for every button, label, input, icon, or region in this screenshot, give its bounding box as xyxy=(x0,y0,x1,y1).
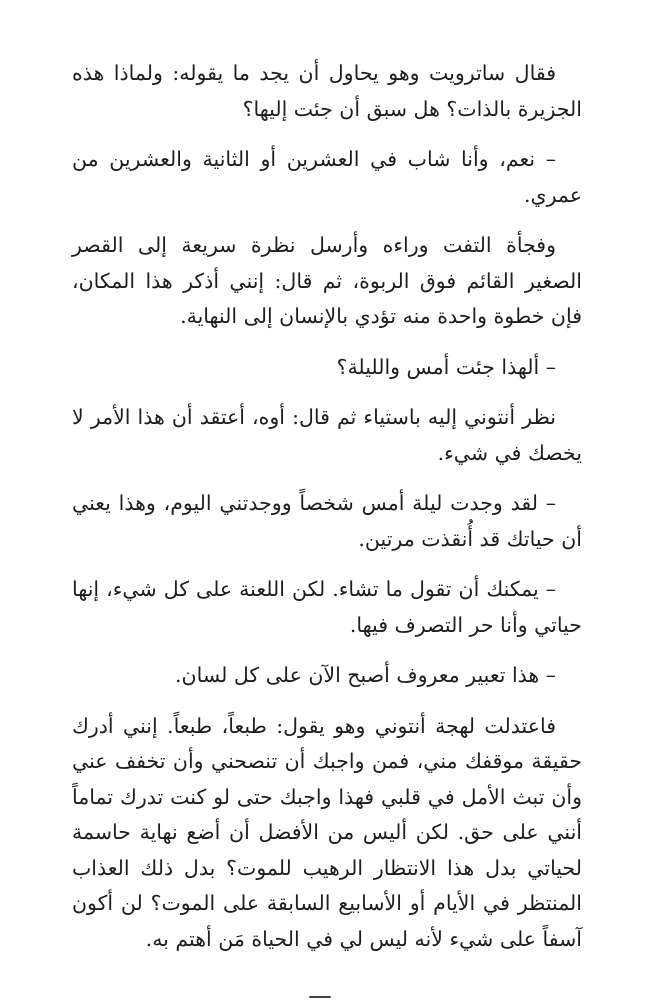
page-bottom-cutoff-mark xyxy=(300,992,340,1000)
paragraph-anthony-explains: فاعتدلت لهجة أنتوني وهو يقول: طبعاً، طبعاً. إنني أدرك حقيقة موقفك مني، فمن واجبك أن تنصحني وأن تخفف عني وأن تبث الأمل في قلبي فهذا واجبك حتى لو كنت تدرك تماماً أنني على حق. لكن أليس من الأفضل أن أضع نهاية حاسمة لحياتي بدل هذا الانتظار الرهيب للموت؟ بدل ذلك العذاب المنتظر في الأيام أو الأسابيع السابقة على الموت؟ لن أكون آسفاً على شيء لأنه ليس لي في الحياة مَن أهتم به. xyxy=(72,713,582,951)
paragraph-last-night-question: – ألهذا جئت أمس والليلة؟ xyxy=(336,354,556,379)
paragraph-common-phrase: – هذا تعبير معروف أصبح الآن على كل لسان. xyxy=(175,663,556,687)
paragraph-saved-twice: – لقد وجدت ليلة أمس شخصاً ووجدتني اليوم، وهذا يعني أن حياتك قد أُنقذت مرتين. xyxy=(72,491,582,551)
paragraph-my-life: – يمكنك أن تقول ما تشاء. لكن اللعنة على كل شيء، إنها حياتي وأنا حر التصرف فيها. xyxy=(72,577,582,637)
paragraph-villa-glance: وفجأة التفت وراءه وأرسل نظرة سريعة إلى القصر الصغير القائم فوق الربوة، ثم قال: إنني أذكر هذا المكان، فإن خطوة واحدة منه تؤدي بالإنسان إلى النهاية. xyxy=(72,233,582,328)
paragraph-anthony-annoyed: نظر أنتوني إليه باستياء ثم قال: أوه، أعتقد أن هذا الأمر لا يخصك في شيء. xyxy=(72,405,582,465)
paragraph-reply-twenty: – نعم، وأنا شاب في العشرين أو الثانية والعشرين من عمري. xyxy=(72,147,582,207)
paragraph-satterthwaite-question: فقال ساترويت وهو يحاول أن يجد ما يقوله: ولماذا هذه الجزيرة بالذات؟ هل سبق أن جئت إليها؟ xyxy=(72,61,582,121)
book-page-text xyxy=(72,56,582,972)
